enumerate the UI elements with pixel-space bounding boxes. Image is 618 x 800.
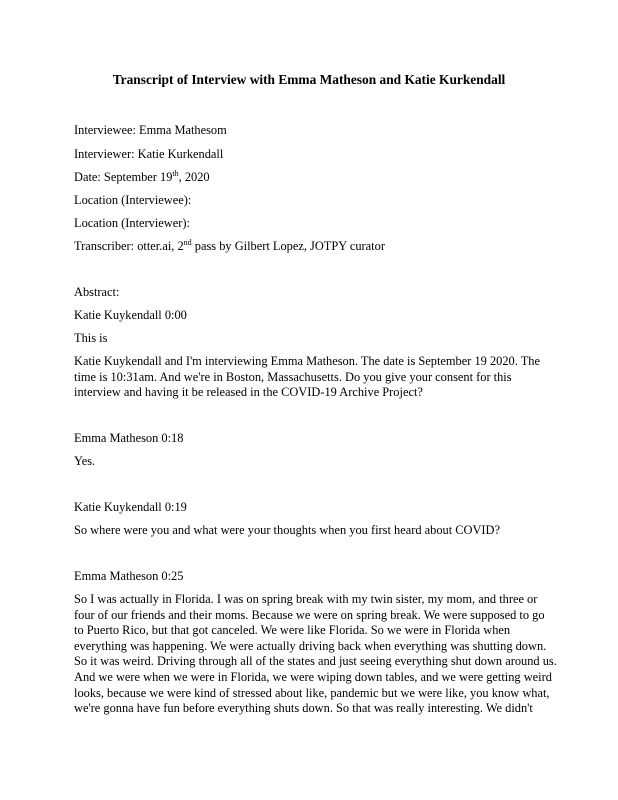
utterance-paragraph — [74, 592, 557, 717]
speaker-label: Katie Kuykendall 0:00 — [74, 308, 187, 322]
document-title: Transcript of Interview with Emma Matheson and Katie Kurkendall — [112, 72, 506, 87]
date-superscript: th — [172, 169, 179, 178]
interviewer-line: Interviewer: Katie Kurkendall — [74, 147, 224, 161]
utterance-line: we're gonna have fun before everything shuts down. So that was really interesting. We didn't — [74, 701, 533, 716]
utterance-line: Katie Kuykendall and I'm interviewing Emma Matheson. The date is September 19 2020. The — [74, 354, 540, 368]
date-line — [74, 170, 210, 185]
transcriber-prefix: Transcriber: otter.ai, 2 — [74, 239, 184, 253]
utterance-line: This is — [74, 331, 108, 345]
utterance-line: everything was happening. We were actually driving back when everything was shutting down. — [74, 638, 547, 653]
interviewee-line: Interviewee: Emma Mathesom — [74, 123, 227, 137]
location-interviewer-line: Location (Interviewer): — [74, 216, 190, 230]
date-suffix: , 2020 — [178, 170, 210, 184]
utterance-line: Yes. — [74, 454, 96, 468]
utterance-paragraph — [74, 354, 554, 401]
utterance-line: So I was actually in Florida. I was on spring break with my twin sister, my mom, and three or — [74, 592, 538, 606]
speaker-label: Emma Matheson 0:25 — [74, 569, 184, 583]
utterance-line: So it was weird. Driving through all of the states and just seeing everything shut down around us. — [74, 654, 557, 669]
utterance-line: And we were when we were in Florida, we were wiping down tables, and we were getting weird — [74, 669, 552, 684]
utterance-line: So where were you and what were your thoughts when you first heard about COVID? — [74, 523, 500, 537]
utterance-line: to Puerto Rico, but that got canceled. We were like Florida. So we were in Florida when — [74, 623, 511, 638]
utterance-line: looks, because we were kind of stressed about like, pandemic but we were like, you know what, — [74, 685, 550, 700]
abstract-label: Abstract: — [74, 285, 120, 299]
utterance-line: time is 10:31am. And we're in Boston, Massachusetts. Do you give your consent for this — [74, 369, 512, 384]
location-interviewee-line: Location (Interviewee): — [74, 193, 192, 207]
transcriber-line — [74, 239, 385, 254]
speaker-label: Katie Kuykendall 0:19 — [74, 500, 187, 514]
utterance-line: four of our friends and their moms. Because we were on spring break. We were supposed to go — [74, 607, 545, 622]
speaker-label: Emma Matheson 0:18 — [74, 431, 184, 445]
utterance-line: interview and having it be released in the COVID-19 Archive Project? — [74, 385, 423, 400]
transcriber-superscript: nd — [183, 238, 192, 247]
transcriber-suffix: pass by Gilbert Lopez, JOTPY curator — [191, 239, 385, 253]
date-prefix: Date: September 19 — [74, 170, 173, 184]
